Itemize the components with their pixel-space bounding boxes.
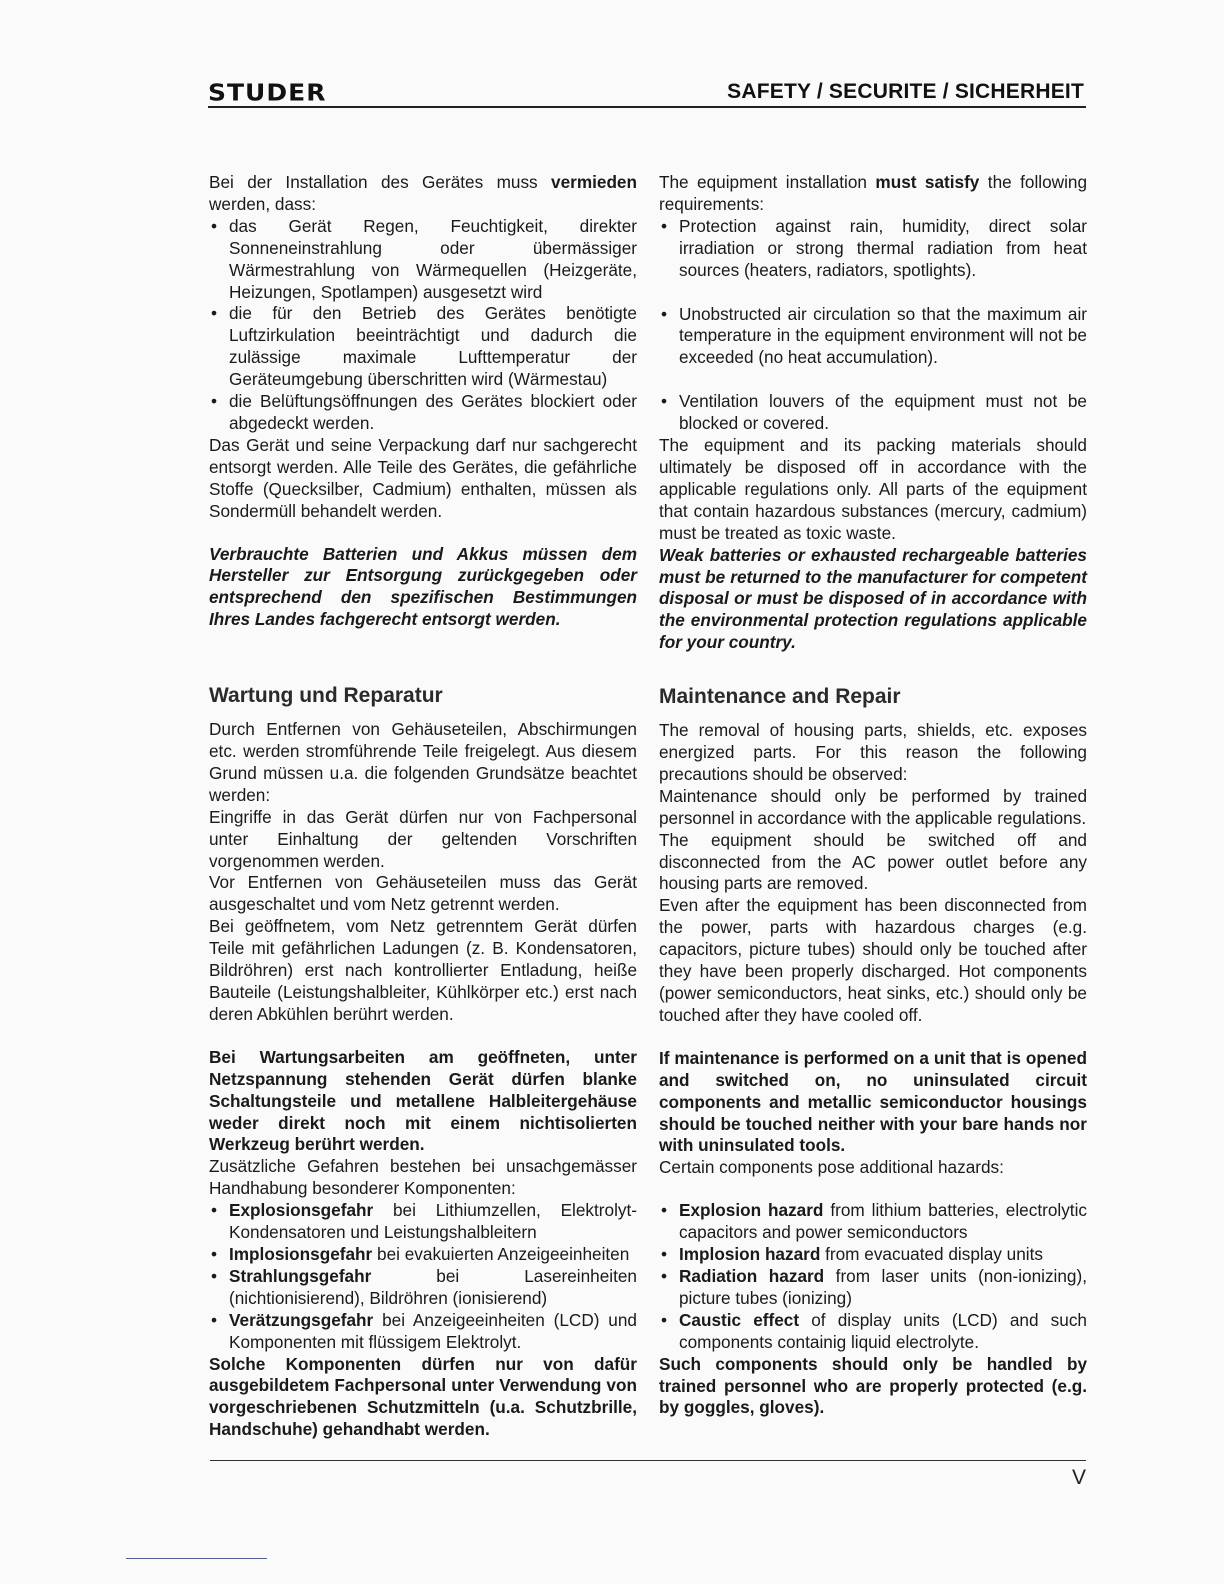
install-list xyxy=(209,216,637,435)
page-section-title: SAFETY / SECURITE / SICHERHEIT xyxy=(727,80,1084,103)
maintenance-paragraph: Durch Entfernen von Gehäuseteilen, Abschirmungen etc. werden stromführende Teile freigelegt. Aus diesem Grund müssen u.a. die folgenden Grundsätze beachtet werden: xyxy=(209,719,637,805)
maintenance-paragraph: The equipment should be switched off and disconnected from the AC power outlet before any housing parts are removed. xyxy=(659,829,1087,894)
list-item: • die für den Betrieb des Gerätes benötigte Luftzirkulation beeinträchtigt und dadurch die zulässige maximale Lufttemperatur der Geräteumgebung überschritten wird (Wärmestau) xyxy=(209,303,637,391)
disposal-paragraph: Das Gerät und seine Verpackung darf nur sachgerecht entsorgt werden. Alle Teile des Gerätes, die gefährliche Stoffe (Quecksilber, Cadmium) enthalten, müssen als Sondermüll behandelt werden. xyxy=(209,434,637,521)
handling-warning: Solche Komponenten dürfen nur von dafür ausgebildetem Fachpersonal unter Verwendung von vorgeschriebenen Schutzmitteln (u.a. Schutzbrille, Handschuhe) gehandhabt werden. xyxy=(209,1353,637,1440)
maintenance-paragraph: Bei geöffnetem, vom Netz getrenntem Gerät dürfen Teile mit gefährlichen Ladungen (z. B. Kondensatoren, Bildröhren) erst nach kontrollierter Entladung, heiße Bauteile (Leistungshalbleiter, Kühlkörper etc.) erst nach deren Abkühlen berührt werden. xyxy=(209,916,637,1024)
list-item: • Unobstructed air circulation so that the maximum air temperature in the equipment environment will not be exceeded (no heat accumulation). xyxy=(659,304,1087,370)
install-intro: Bei der Installation des Gerätes muss vermieden werden, dass: xyxy=(209,172,637,214)
list-item: • Caustic effect of display units (LCD) and such components containig liquid electrolyte. xyxy=(659,1310,1087,1354)
list-item: • das Gerät Regen, Feuchtigkeit, direkter Sonneneinstrahlung oder übermässiger Wärmestrahlung von Wärmequellen (Heizgeräte, Heizungen, Spotlampen) ausgesetzt wird xyxy=(209,216,637,304)
page-number: V xyxy=(1071,1466,1086,1489)
handling-warning: Such components should only be handled by trained personnel who are properly protected (e.g. by goggles, gloves). xyxy=(659,1353,1087,1418)
list-item: • Protection against rain, humidity, direct solar irradiation or strong thermal radiation from heat sources (heaters, radiators, spotlights). xyxy=(659,216,1087,282)
hazards-intro: Certain components pose additional hazards: xyxy=(659,1157,1004,1178)
maintenance-paragraph: Eingriffe in das Gerät dürfen nur von Fachpersonal unter Einhaltung der geltenden Vorschriften vorgenommen werden. xyxy=(209,806,637,871)
list-item: • Explosion hazard from lithium batteries, electrolytic capacitors and power semiconductors xyxy=(659,1200,1087,1244)
list-item: • die Belüftungsöffnungen des Gerätes blockiert oder abgedeckt werden. xyxy=(209,391,637,435)
hazards-list xyxy=(659,1200,1087,1353)
studer-logo: STUDER xyxy=(208,79,327,106)
maintenance-paragraph: Even after the equipment has been disconnected from the power, parts with hazardous charges (e.g. capacitors, picture tubes) should only be touched after they have been properly discharged. Hot components (power semiconductors, heat sinks, etc.) should only be touched after they have cooled off. xyxy=(659,895,1087,1025)
maintenance-heading: Wartung und Reparatur xyxy=(209,684,443,708)
disposal-paragraph: The equipment and its packing materials should ultimately be disposed off in accordance with the applicable regulations only. All parts of the equipment that contain hazardous substances (mercury, cadmium) must be treated as toxic waste. xyxy=(659,435,1087,543)
list-item: • Radiation hazard from laser units (non-ionizing), picture tubes (ionizing) xyxy=(659,1266,1087,1310)
install-list xyxy=(659,216,1087,435)
maintenance-paragraph: Vor Entfernen von Gehäuseteilen muss das Gerät ausgeschaltet und vom Netz getrennt werden. xyxy=(209,872,637,915)
header-divider xyxy=(208,106,1086,108)
list-item: • Explosionsgefahr bei Lithiumzellen, Elektrolyt-Kondensatoren und Leistungshalbleitern xyxy=(209,1200,637,1244)
live-work-warning: If maintenance is performed on a unit that is opened and switched on, no uninsulated circuit components and metallic semiconductor housings should be touched neither with your bare hands nor with uninsulated tools. xyxy=(659,1047,1087,1156)
hazards-intro: Zusätzliche Gefahren bestehen bei unsachgemässer Handhabung besonderer Komponenten: xyxy=(209,1156,637,1199)
maintenance-paragraph: The removal of housing parts, shields, etc. exposes energized parts. For this reason the following precautions should be observed: xyxy=(659,720,1087,784)
german-column xyxy=(209,172,637,1441)
battery-warning: Verbrauchte Batterien und Akkus müssen dem Hersteller zur Entsorgung zurückgegeben oder entsprechend den spezifischen Bestimmungen Ihres Landes fachgerecht entsorgt werden. xyxy=(209,543,637,630)
live-work-warning: Bei Wartungsarbeiten am geöffneten, unter Netzspannung stehenden Gerät dürfen blanke Schaltungsteile und metallene Halbleitergehäuse weder direkt noch mit einem nichtisolierten Werkzeug berührt werden. xyxy=(209,1046,637,1155)
maintenance-paragraph: Maintenance should only be performed by trained personnel in accordance with the applicable regulations. xyxy=(659,785,1087,828)
list-item: • Strahlungsgefahr bei Lasereinheiten (nichtionisierend), Bildröhren (ionisierend) xyxy=(209,1266,637,1310)
english-column xyxy=(659,172,1087,1419)
footer-divider xyxy=(210,1460,1086,1461)
hazards-list xyxy=(209,1200,637,1353)
list-item: • Ventilation louvers of the equipment must not be blocked or covered. xyxy=(659,391,1087,435)
list-item: • Verätzungsgefahr bei Anzeigeeinheiten (LCD) und Komponenten mit flüssigem Elektrolyt. xyxy=(209,1310,637,1354)
maintenance-heading: Maintenance and Repair xyxy=(659,685,901,709)
install-intro: The equipment installation must satisfy the following requirements: xyxy=(659,172,1088,214)
list-item: • Implosion hazard from evacuated display units xyxy=(659,1244,1087,1266)
list-item: • Implosionsgefahr bei evakuierten Anzeigeeinheiten xyxy=(209,1244,637,1266)
link-underline xyxy=(126,1558,267,1559)
battery-warning: Weak batteries or exhausted rechargeable batteries must be returned to the manufacturer for competent disposal or must be disposed of in accordance with the environmental protection regulations applicable for your country. xyxy=(659,544,1087,653)
